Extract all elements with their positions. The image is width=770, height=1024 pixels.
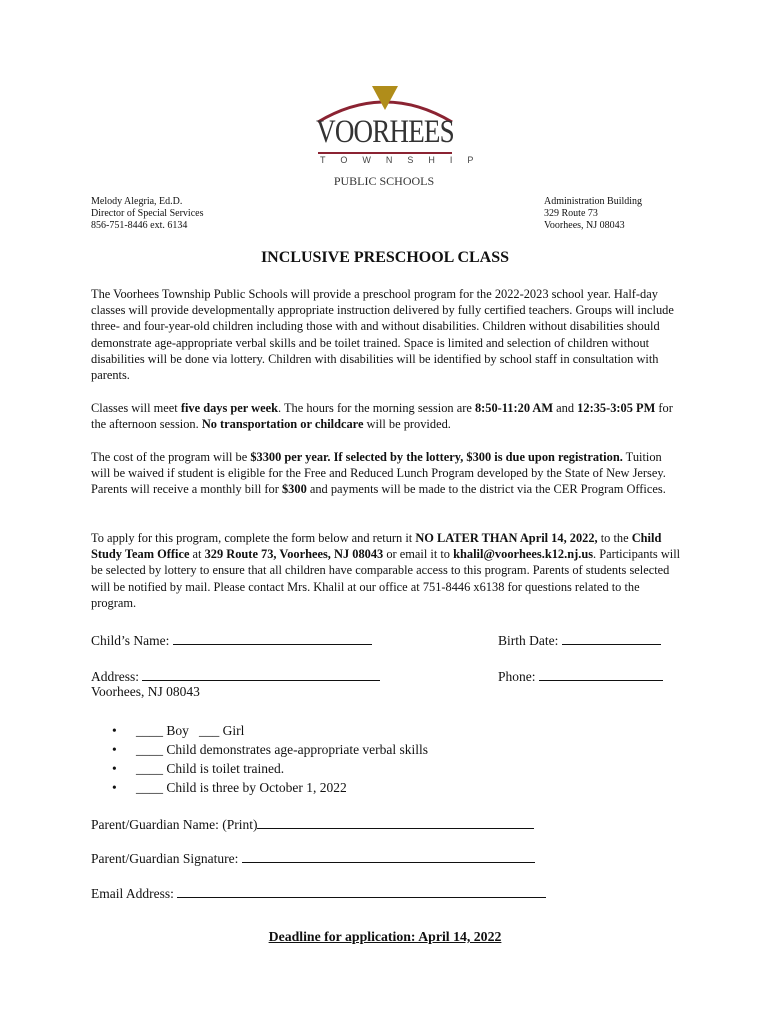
phone-blank[interactable] [539, 667, 663, 681]
director-title: Director of Special Services [91, 208, 204, 219]
page-title: INCLUSIVE PRESCHOOL CLASS [260, 249, 510, 266]
director-phone: 856-751-8446 ext. 6134 [91, 220, 188, 231]
schedule-paragraph: Classes will meet five days per week. The hours for the morning session are 8:50-11:20 AM and 12:35-3:05 PM for the afternoon session. No transportation or childcare will be provided. [91, 401, 673, 432]
director-name: Melody Alegria, Ed.D. [91, 196, 183, 207]
bullet-icon: • [112, 780, 117, 795]
logo-township: TOWNSHIP [320, 155, 489, 165]
apply-paragraph: To apply for this program, complete the form below and return it NO LATER THAN April 14, 2022, to the Child Study Team Office at 329 Route 73, Voorhees, NJ 08043 or email it to khalil@voorhees.k12.nj.us. Participants will be selected by lottery to ensure that all children have comparable access to this program. Parents of students selected will be notified by mail. Please contact Mrs. Khalil at our office at 751-8446 x6138 for questions related to the program. [91, 531, 681, 610]
address-blank[interactable] [142, 667, 380, 681]
contact-block-admin [544, 196, 642, 232]
address-line2: Voorhees, NJ 08043 [91, 684, 200, 699]
bullet-icon: • [112, 742, 117, 757]
email-label: Email Address: [91, 886, 178, 901]
guardian-name-field[interactable] [91, 815, 534, 833]
list-item[interactable]: • ____ Child demonstrates age-appropriate verbal skills [112, 742, 429, 757]
address-label: Address: [91, 669, 143, 684]
child-name-field[interactable] [91, 631, 372, 649]
deadline-notice: Deadline for application: April 14, 2022 [268, 929, 502, 944]
cost-paragraph: The cost of the program will be $3300 per year. If selected by the lottery, $300 is due upon registration. Tuition will be waived if student is eligible for the Free and Reduced Lunch Program developed by the State of New Jersey. Parents will receive a monthly bill for $300 and payments will be made to the district via the CER Program Offices. [91, 450, 666, 497]
gender-boy-blank[interactable]: ____ [136, 723, 163, 738]
gender-girl-blank[interactable]: ___ [199, 723, 220, 738]
birth-date-blank[interactable] [562, 631, 661, 645]
email-field[interactable] [91, 884, 546, 902]
list-item: • ____ Boy ___ Girl [112, 723, 245, 738]
guardian-name-blank[interactable] [257, 815, 534, 829]
admin-city: Voorhees, NJ 08043 [544, 220, 625, 231]
child-name-label: Child’s Name: [91, 633, 173, 648]
list-item[interactable]: • ____ Child is toilet trained. [112, 761, 285, 776]
guardian-name-label: Parent/Guardian Name: (Print) [91, 817, 258, 832]
checklist [112, 721, 428, 797]
phone-field[interactable] [498, 667, 663, 685]
address-field[interactable] [91, 667, 380, 685]
logo-wordmark: VOORHEES [316, 114, 454, 150]
birth-date-label: Birth Date: [498, 633, 562, 648]
admin-street: 329 Route 73 [544, 208, 598, 219]
logo-public-schools: PUBLIC SCHOOLS [333, 174, 435, 188]
bullet-icon: • [112, 723, 117, 738]
birth-date-field[interactable] [498, 631, 661, 649]
child-name-blank[interactable] [173, 631, 372, 645]
bullet-icon: • [112, 761, 117, 776]
contact-block-director [91, 196, 203, 232]
admin-building: Administration Building [544, 196, 643, 207]
email-blank[interactable] [177, 884, 546, 898]
guardian-signature-blank[interactable] [242, 849, 535, 863]
intro-paragraph: The Voorhees Township Public Schools will provide a preschool program for the 2022-2023 school year. Half-day classes will provide developmentally appropriate instruction delivered by fully certified teachers. Groups will include three- and four-year-old children including those with and without disabilities. Children without disabilities should demonstrate age-appropriate verbal skills and be toilet trained. Space is limited and selection of children without disabilities will be done via lottery. Children with disabilities will be identified by school staff in consultation with parents. [91, 287, 674, 383]
guardian-signature-field[interactable] [91, 849, 535, 867]
list-item[interactable]: • ____ Child is three by October 1, 2022 [112, 780, 347, 795]
guardian-signature-label: Parent/Guardian Signature: [91, 851, 242, 866]
phone-label: Phone: [498, 669, 539, 684]
